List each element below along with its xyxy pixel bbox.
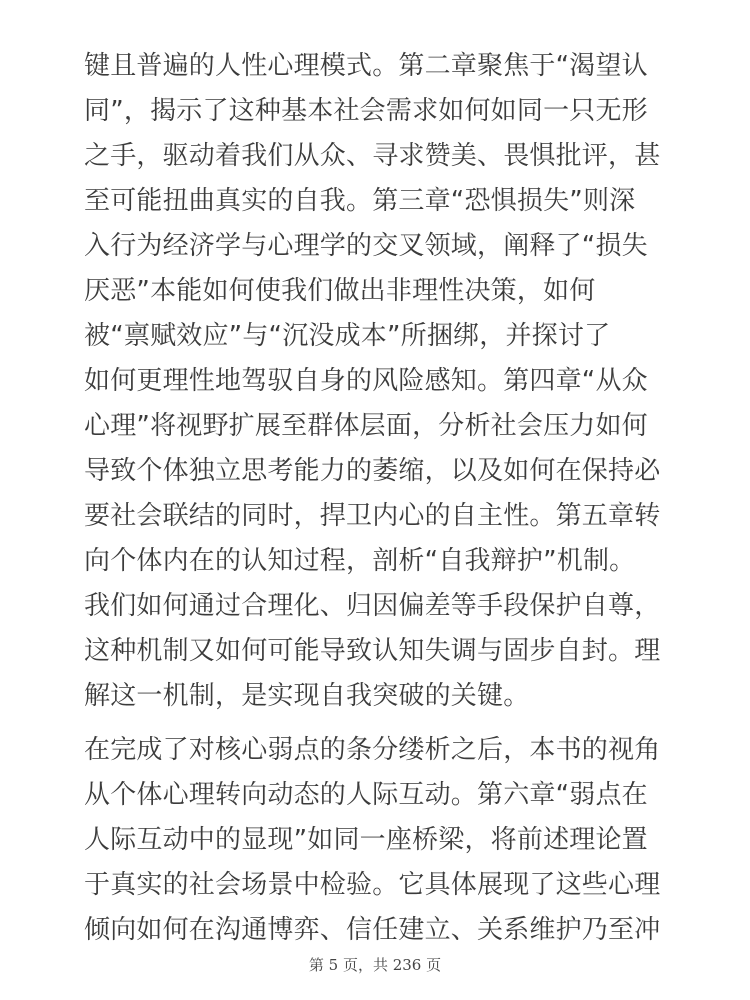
text-line: 被“禀赋效应”与“沉没成本”所捆绑，并探讨了 [84,321,611,351]
text-line: 心理”将视野扩展至群体层面，分析社会压力如何 [84,411,648,441]
page-footer [0,955,750,975]
text-line: 键且普遍的人性心理模式。第二章聚焦于“渴望认 [84,51,648,81]
text-line: 入行为经济学与心理学的交叉领域，阐释了“损失 [84,231,648,261]
text-line: 厌恶”本能如何使我们做出非理性决策，如何 [84,276,596,306]
text-line: 解这一机制，是实现自我突破的关键。 [84,681,530,711]
paragraph-1 [84,44,684,719]
text-line: 在完成了对核心弱点的条分缕析之后，本书的视角 [84,735,661,765]
text-line: 至可能扭曲真实的自我。第三章“恐惧损失”则深 [84,186,636,216]
text-line: 于真实的社会场景中检验。它具体展现了这些心理 [84,870,661,900]
text-line: 这种机制又如何可能导致认知失调与固步自封。理 [84,636,661,666]
text-line: 人际互动中的显现”如同一座桥梁，将前述理论置 [84,825,648,855]
text-line: 向个体内在的认知过程，剖析“自我辩护”机制。 [84,546,636,576]
text-line: 同”，揭示了这种基本社会需求如何如同一只无形 [84,96,648,126]
text-line: 导致个体独立思考能力的萎缩，以及如何在保持必 [84,456,661,486]
text-line: 之手，驱动着我们从众、寻求赞美、畏惧批评，甚 [84,141,661,171]
text-line: 倾向如何在沟通博弈、信任建立、关系维护乃至冲 [84,915,661,945]
body-text [84,44,684,953]
text-line: 从个体心理转向动态的人际互动。第六章“弱点在 [84,780,648,810]
paragraph-gap [84,719,684,728]
text-line: 如何更理性地驾驭自身的风险感知。第四章“从众 [84,366,648,396]
paragraph-2 [84,728,684,953]
page-indicator: 第 5 页，共 236 页 [308,956,442,974]
text-line: 要社会联结的同时，捍卫内心的自主性。第五章转 [84,501,661,531]
text-line: 我们如何通过合理化、归因偏差等手段保护自尊， [84,591,661,621]
